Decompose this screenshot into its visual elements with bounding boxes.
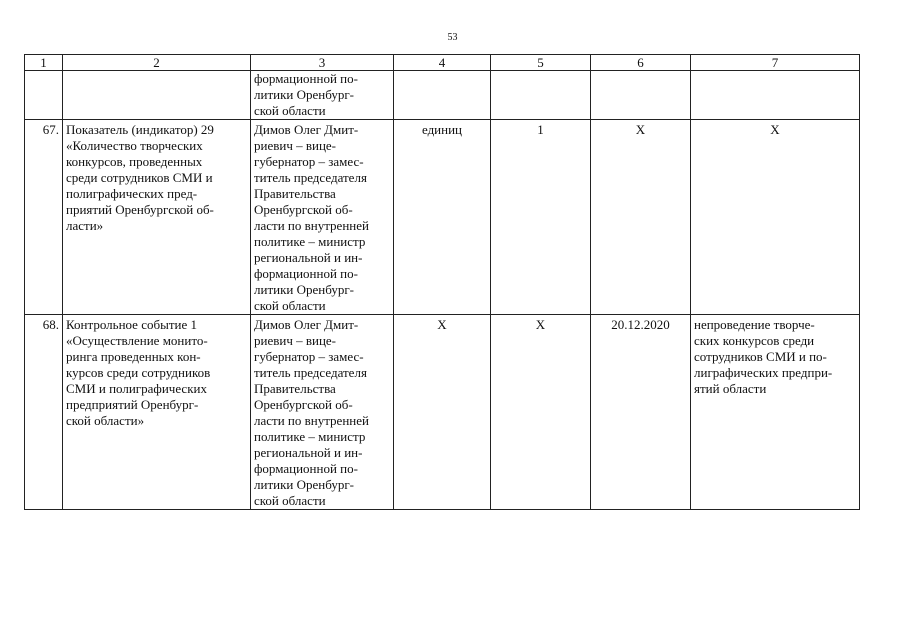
row-name: Контрольное событие 1 «Осуществление монито- ринга проведенных кон- курсов среди сотрудников СМИ и полиграфических предприятий Оренбург- ской области» bbox=[63, 315, 251, 510]
header-col-1: 1 bbox=[25, 55, 63, 71]
row-unit: единиц bbox=[394, 120, 491, 315]
table-row bbox=[25, 315, 860, 510]
header-col-3: 3 bbox=[251, 55, 394, 71]
row-name: Показатель (индикатор) 29 «Количество творческих конкурсов, проведенных среди сотрудников СМИ и полиграфических пред- приятий Оренбургской об- ласти» bbox=[63, 120, 251, 315]
row-responsible: Димов Олег Дмит- риевич – вице- губернатор – замес- титель председателя Правительства Оренбургской об- ласти по внутренней политике – министр региональной и ин- формационной по- литики Оренбург- ской области bbox=[251, 315, 394, 510]
header-col-7: 7 bbox=[691, 55, 860, 71]
row-responsible: формационной по- литики Оренбург- ской области bbox=[251, 71, 394, 120]
row-name bbox=[63, 71, 251, 120]
page-number: 53 bbox=[447, 32, 458, 43]
row-number: 67. bbox=[25, 120, 63, 315]
table-header-row bbox=[25, 55, 860, 71]
header-col-2: 2 bbox=[63, 55, 251, 71]
row-number: 68. bbox=[25, 315, 63, 510]
row-col-5 bbox=[491, 71, 591, 120]
row-unit: Х bbox=[394, 315, 491, 510]
row-col-6: 20.12.2020 bbox=[591, 315, 691, 510]
header-col-6: 6 bbox=[591, 55, 691, 71]
indicators-table bbox=[24, 54, 860, 510]
header-col-4: 4 bbox=[394, 55, 491, 71]
row-number bbox=[25, 71, 63, 120]
row-col-7 bbox=[691, 71, 860, 120]
table-row bbox=[25, 71, 860, 120]
table-row bbox=[25, 120, 860, 315]
row-unit bbox=[394, 71, 491, 120]
row-responsible: Димов Олег Дмит- риевич – вице- губернатор – замес- титель председателя Правительства Оренбургской об- ласти по внутренней политике – министр региональной и ин- формационной по- литики Оренбург- ской области bbox=[251, 120, 394, 315]
row-col-5: 1 bbox=[491, 120, 591, 315]
row-col-6 bbox=[591, 71, 691, 120]
header-col-5: 5 bbox=[491, 55, 591, 71]
row-col-5: Х bbox=[491, 315, 591, 510]
row-col-7: непроведение творче- ских конкурсов среди сотрудников СМИ и по- лиграфических предпри- ятий области bbox=[691, 315, 860, 510]
row-col-6: Х bbox=[591, 120, 691, 315]
row-col-7: Х bbox=[691, 120, 860, 315]
